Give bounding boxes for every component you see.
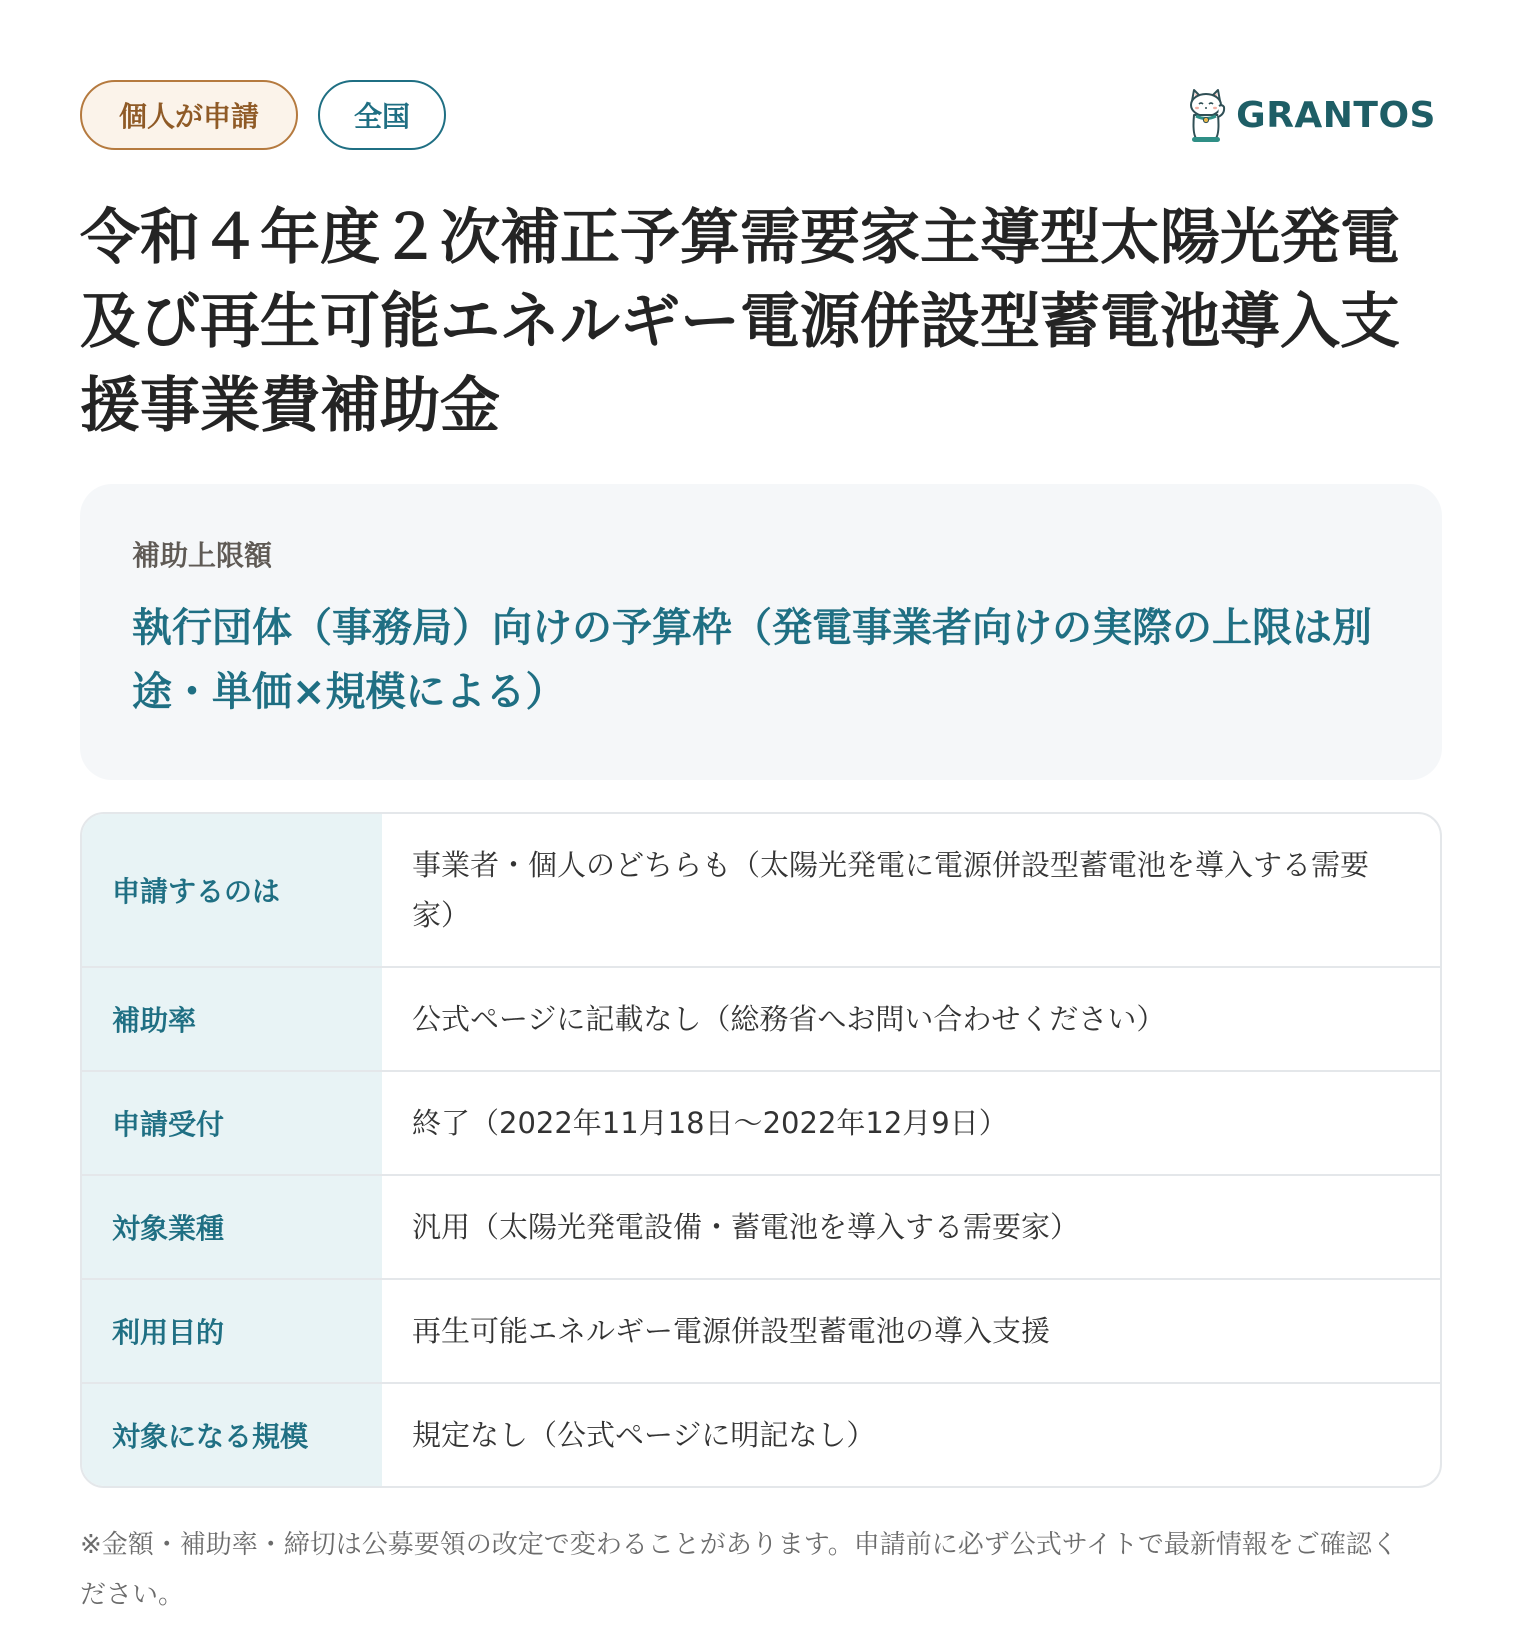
maneki-neko-cat-icon <box>1184 87 1228 143</box>
table-row <box>82 1278 1440 1382</box>
row-label-rate: 補助率 <box>82 968 382 1070</box>
table-row <box>82 1382 1440 1486</box>
row-label-applicant: 申請するのは <box>82 814 382 966</box>
page-title: 令和４年度２次補正予算需要家主導型太陽光発電及び再生可能エネルギー電源併設型蓄電池導入支援事業費補助金 <box>80 203 1400 441</box>
table-row <box>82 814 1440 966</box>
row-value-purpose: 再生可能エネルギー電源併設型蓄電池の導入支援 <box>412 1314 1051 1348</box>
grant-detail-page <box>80 80 1442 1620</box>
row-value-period: 終了（2022年11月18日〜2022年12月9日） <box>412 1106 1008 1140</box>
table-row <box>82 1174 1440 1278</box>
row-label-scale: 対象になる規模 <box>82 1384 382 1486</box>
row-label-period: 申請受付 <box>82 1072 382 1174</box>
row-label-industry: 対象業種 <box>82 1176 382 1278</box>
row-label-purpose: 利用目的 <box>82 1280 382 1382</box>
header-bar <box>80 80 1442 150</box>
region-tag: 全国 <box>318 80 446 150</box>
applicant-tag: 個人が申請 <box>80 80 298 150</box>
subsidy-limit-card <box>80 484 1442 780</box>
tag-group <box>80 80 446 150</box>
subsidy-limit-value: 執行団体（事務局）向けの予算枠（発電事業者向けの実際の上限は別途・単価×規模による） <box>132 605 1372 715</box>
logo-wordmark: GRANTOS <box>1236 94 1436 136</box>
row-value-industry: 汎用（太陽光発電設備・蓄電池を導入する需要家） <box>412 1210 1080 1244</box>
row-value-rate: 公式ページに記載なし（総務省へお問い合わせください） <box>412 1002 1166 1036</box>
table-row <box>82 966 1440 1070</box>
grant-info-table <box>80 812 1442 1488</box>
disclaimer-note: ※金額・補助率・締切は公募要領の改定で変わることがあります。申請前に必ず公式サイトで最新情報をご確認ください。 <box>80 1530 1398 1610</box>
row-value-scale: 規定なし（公式ページに明記なし） <box>412 1418 876 1452</box>
subsidy-limit-label: 補助上限額 <box>132 539 273 572</box>
grantos-logo[interactable] <box>1184 87 1436 143</box>
table-row <box>82 1070 1440 1174</box>
row-value-applicant: 事業者・個人のどちらも（太陽光発電に電源併設型蓄電池を導入する需要家） <box>412 848 1370 932</box>
